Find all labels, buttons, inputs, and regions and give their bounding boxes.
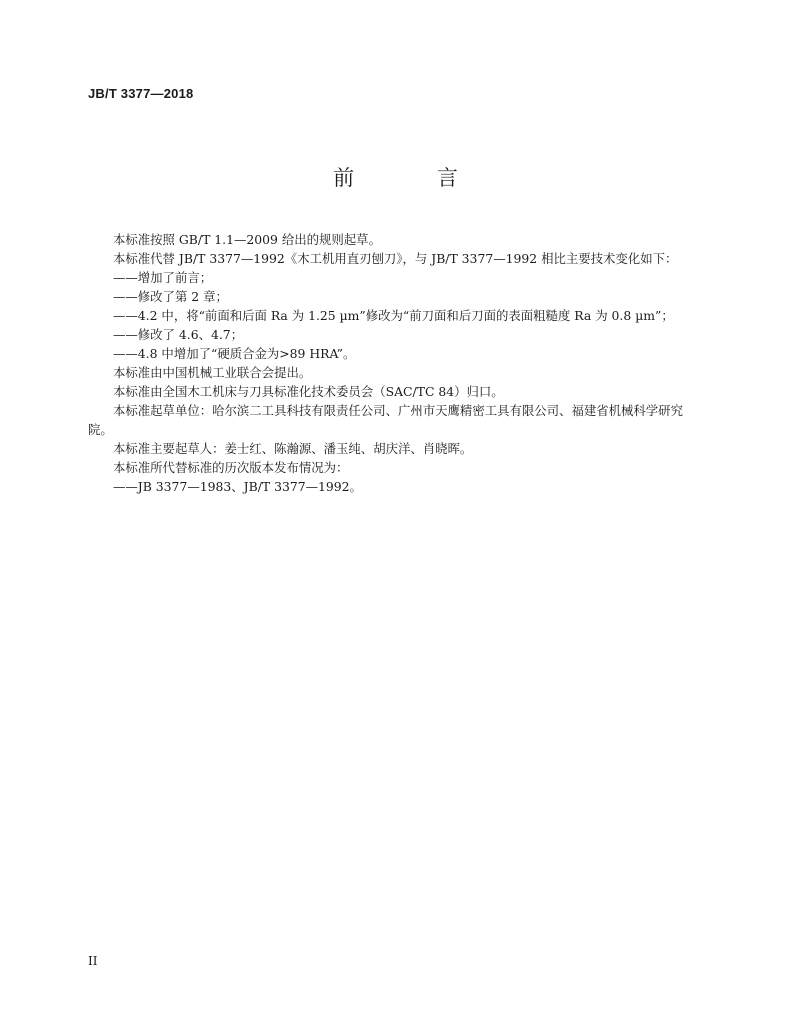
paragraph-previous-editions: 本标准所代替标准的历次版本发布情况为： [113,460,349,475]
change-item-5: ——4.8 中增加了“硬质合金为>89 HRA”。 [113,346,356,361]
paragraph-drafting-units: 本标准起草单位：哈尔滨二工具科技有限责任公司、广州市天鹰精密工具有限公司、福建省机械科学研究院。 [88,403,683,437]
change-item-1: ——增加了前言； [113,270,213,285]
change-item-2: ——修改了第 2 章； [113,289,228,304]
page-title: 前 言 [333,166,496,190]
page-header-standard-code: JB/T 3377—2018 [88,86,194,101]
paragraph-centralized-by: 本标准由全国木工机床与刀具标准化技术委员会（SAC/TC 84）归口。 [113,384,504,399]
previous-editions-list: ——JB 3377—1983、JB/T 3377—1992。 [113,479,362,494]
paragraph-proposed-by: 本标准由中国机械工业联合会提出。 [113,365,312,380]
paragraph-drafters: 本标准主要起草人：姜士红、陈瀚源、潘玉纯、胡庆洋、肖晓晖。 [113,441,473,456]
paragraph-replacement: 本标准代替 JB/T 3377—1992《木工机用直刃刨刀》，与 JB/T 3377—1992 相比主要技术变化如下： [113,251,678,266]
page-number: II [88,954,98,968]
foreword-body [88,230,694,496]
paragraph-drafting-rules: 本标准按照 GB/T 1.1—2009 给出的规则起草。 [113,232,381,247]
change-item-4: ——修改了 4.6、4.7； [113,327,244,342]
change-item-3: ——4.2 中，将“前面和后面 Ra 为 1.25 µm”修改为“前刀面和后刀面的表面粗糙度 Ra 为 0.8 µm”； [113,308,674,323]
